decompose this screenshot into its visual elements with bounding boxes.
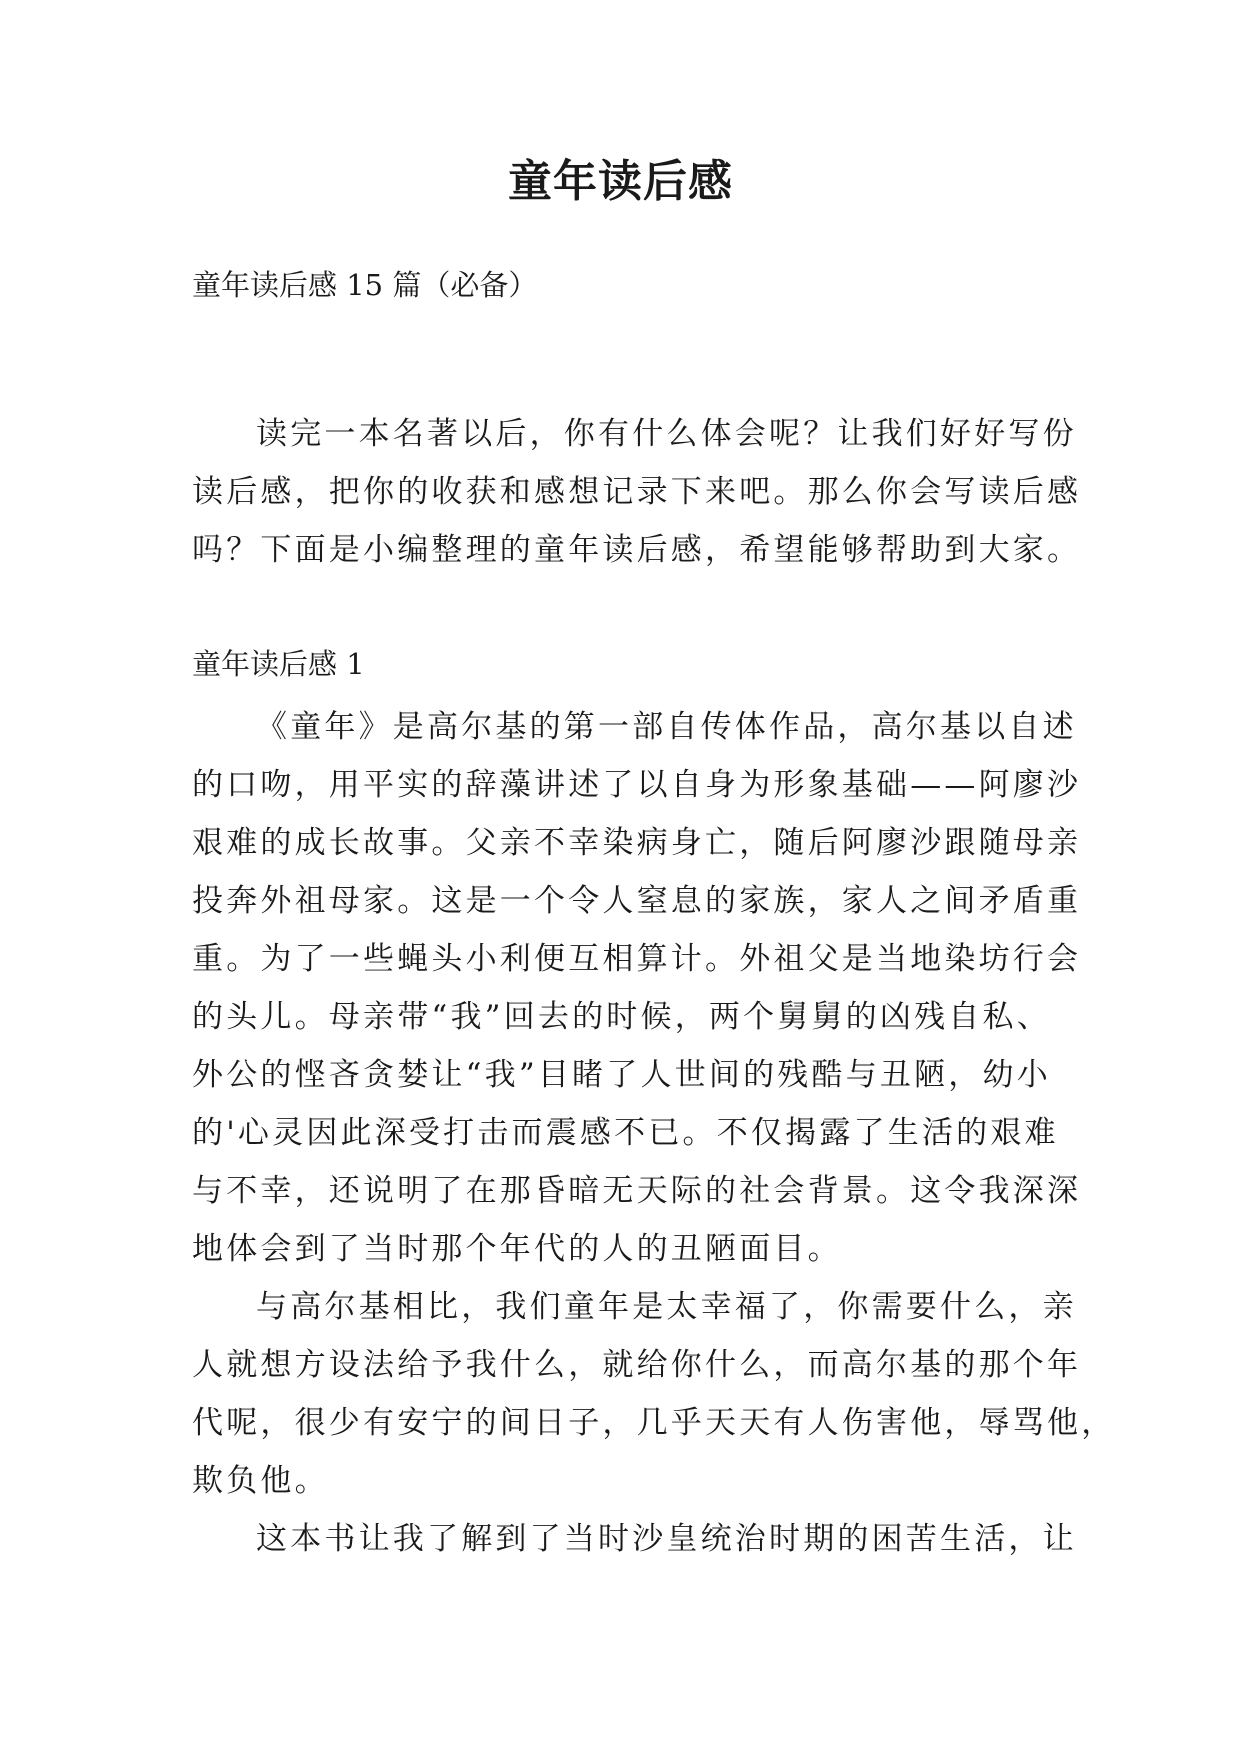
body-paragraph bbox=[192, 1278, 1116, 1510]
paragraph-line: 重。为了一些蝇头小利便互相算计。外祖父是当地染坊行会 bbox=[192, 941, 1082, 977]
paragraph-line: 欺负他。 bbox=[192, 1463, 329, 1499]
paragraph-line: 代呢，很少有安宁的间日子，几乎天天有人伤害他，辱骂他， bbox=[192, 1405, 1116, 1441]
intro-line: 吗？下面是小编整理的童年读后感，希望能够帮助到大家。 bbox=[192, 532, 1082, 568]
paragraph-line: 投奔外祖母家。这是一个令人窒息的家族，家人之间矛盾重 bbox=[192, 883, 1082, 919]
paragraph-line: 人就想方设法给予我什么，就给你什么，而高尔基的那个年 bbox=[192, 1347, 1082, 1383]
intro-line: 读完一本名著以后，你有什么体会呢？让我们好好写份 bbox=[256, 416, 1077, 452]
paragraph-line: 的'心灵因此深受打击而震感不已。不仅揭露了生活的艰难 bbox=[192, 1115, 1059, 1151]
paragraph-line: 地体会到了当时那个年代的人的丑陋面目。 bbox=[192, 1231, 842, 1267]
paragraph-line: 的头儿。母亲带“我”回去的时候，两个舅舅的凶残自私、 bbox=[192, 999, 1051, 1035]
document-title: 童年读后感 bbox=[508, 156, 733, 207]
body-paragraph bbox=[192, 698, 1082, 1278]
paragraph-line: 艰难的成长故事。父亲不幸染病身亡，随后阿廖沙跟随母亲 bbox=[192, 825, 1082, 861]
section-title: 童年读后感 1 bbox=[192, 647, 365, 681]
paragraph-line: 《童年》是高尔基的第一部自传体作品，高尔基以自述 bbox=[256, 709, 1077, 745]
section-body bbox=[192, 698, 1116, 1568]
intro-paragraph bbox=[192, 405, 1082, 579]
paragraph-line: 这本书让我了解到了当时沙皇统治时期的困苦生活，让 bbox=[256, 1521, 1077, 1557]
paragraph-line: 与不幸，还说明了在那昏暗无天际的社会背景。这令我深深 bbox=[192, 1173, 1082, 1209]
paragraph-line: 与高尔基相比，我们童年是太幸福了，你需要什么，亲 bbox=[256, 1289, 1077, 1325]
body-paragraph bbox=[192, 1510, 1077, 1568]
intro-line: 读后感，把你的收获和感想记录下来吧。那么你会写读后感 bbox=[192, 474, 1082, 510]
paragraph-line: 外公的悭吝贪婪让“我”目睹了人世间的残酷与丑陋，幼小 bbox=[192, 1057, 1051, 1093]
document-subtitle: 童年读后感 15 篇（必备） bbox=[192, 268, 538, 302]
paragraph-line: 的口吻，用平实的辞藻讲述了以自身为形象基础——阿廖沙 bbox=[192, 767, 1082, 803]
